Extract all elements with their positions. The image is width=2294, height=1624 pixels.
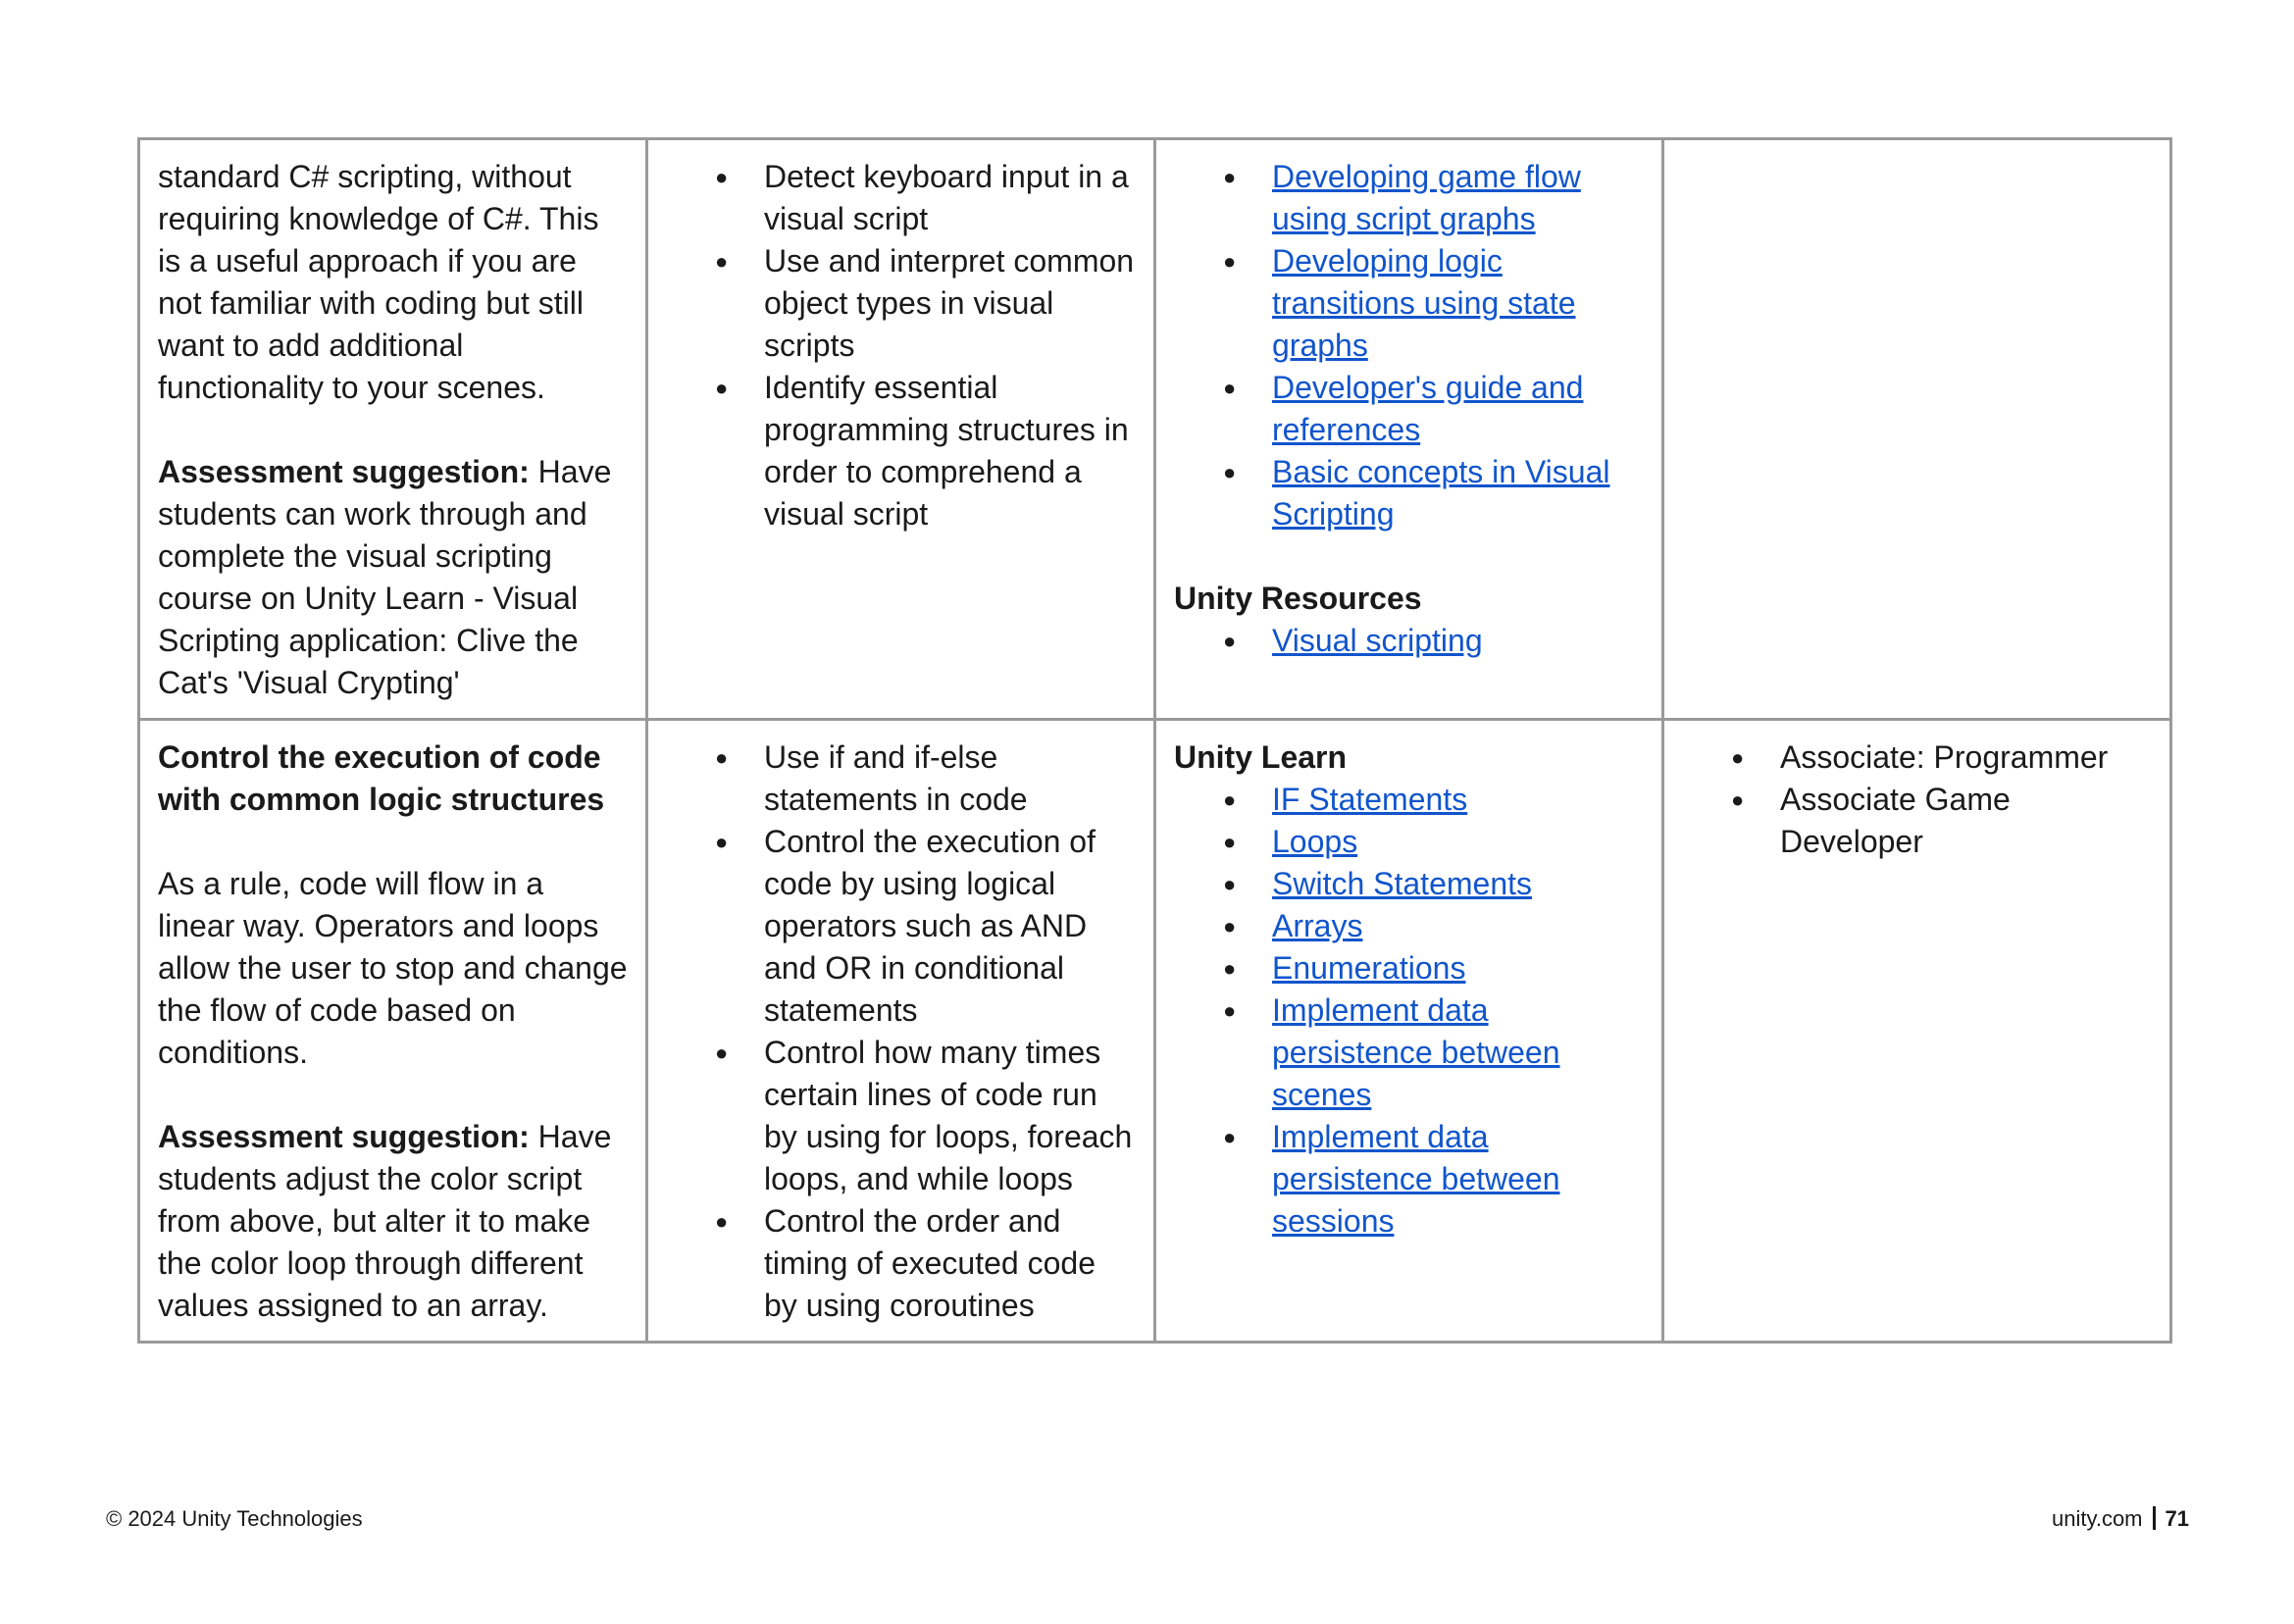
- link-developing-logic-transitions[interactable]: Developing logic transitions using state graphs: [1272, 243, 1576, 363]
- list-item: [1174, 367, 1644, 451]
- certification-cell: [1663, 139, 2171, 720]
- list-item: [1174, 990, 1644, 1116]
- list-item: ● Identify essential programming structures in order to comprehend a visual script: [666, 367, 1136, 535]
- spacer: [1174, 535, 1644, 578]
- certification-cell: [1663, 720, 2171, 1343]
- list-item: [1174, 779, 1644, 821]
- list-item: ● Control the execution of code by using logical operators such as AND and OR in conditional statements: [666, 821, 1136, 1032]
- list-item: [1174, 156, 1644, 240]
- link-data-persistence-sessions[interactable]: Implement data persistence between sessions: [1272, 1119, 1560, 1239]
- list-item: [1174, 240, 1644, 367]
- curriculum-table: [137, 137, 2172, 1344]
- link-basic-concepts[interactable]: Basic concepts in Visual Scripting: [1272, 454, 1610, 532]
- assessment-suggestion: [158, 1116, 628, 1327]
- learn-links-list: [1174, 156, 1644, 535]
- footer-divider: [2153, 1506, 2156, 1530]
- learn-links-list: [1174, 779, 1644, 1243]
- list-item: [1174, 947, 1644, 990]
- list-item: ● Associate Game Developer: [1682, 779, 2152, 863]
- list-item: ● Use if and if-else statements in code: [666, 736, 1136, 821]
- list-item: [1174, 821, 1644, 863]
- list-item: [1174, 620, 1644, 662]
- link-enumerations[interactable]: Enumerations: [1272, 950, 1466, 986]
- assessment-text: Have students can work through and complete the visual scripting course on Unity Learn - Visual Scripting application: Clive the Cat's 'Visual Crypting': [158, 454, 612, 700]
- footer-page-info: [2052, 1506, 2189, 1532]
- list-item: [1174, 1116, 1644, 1243]
- objectives-list: [666, 156, 1136, 535]
- resources-links-list: [1174, 620, 1644, 662]
- list-item: ● Control the order and timing of executed code by using coroutines: [666, 1200, 1136, 1327]
- skill-title: Control the execution of code with common logic structures: [158, 739, 605, 817]
- link-developers-guide[interactable]: Developer's guide and references: [1272, 370, 1584, 447]
- certifications-list: [1682, 736, 2152, 863]
- description-cell: [139, 139, 647, 720]
- footer-copyright: © 2024 Unity Technologies: [106, 1506, 363, 1531]
- description-text: standard C# scripting, without requiring knowledge of C#. This is a useful approach if you are not familiar with coding but still want to add additional functionality to your scenes.: [158, 159, 599, 405]
- link-if-statements[interactable]: IF Statements: [1272, 782, 1468, 817]
- link-developing-game-flow[interactable]: Developing game flow using script graphs: [1272, 159, 1581, 236]
- list-item: ● Associate: Programmer: [1682, 736, 2152, 779]
- link-data-persistence-scenes[interactable]: Implement data persistence between scenes: [1272, 992, 1560, 1112]
- link-visual-scripting[interactable]: Visual scripting: [1272, 623, 1483, 658]
- table-row: [139, 720, 2171, 1343]
- unity-resources-heading: Unity Resources: [1174, 581, 1422, 616]
- footer-site: unity.com: [2052, 1506, 2143, 1531]
- description-text: As a rule, code will flow in a linear way. Operators and loops allow the user to stop and change the flow of code based on conditions.: [158, 866, 628, 1070]
- objectives-cell: [647, 720, 1155, 1343]
- link-arrays[interactable]: Arrays: [1272, 908, 1363, 943]
- table-row: [139, 139, 2171, 720]
- page-number: 71: [2165, 1506, 2189, 1531]
- list-item: [1174, 451, 1644, 535]
- assessment-label: Assessment suggestion:: [158, 454, 530, 489]
- resources-cell: [1155, 139, 1663, 720]
- assessment-suggestion: [158, 451, 628, 704]
- assessment-text: Have students adjust the color script from above, but alter it to make the color loop through different values assigned to an array.: [158, 1119, 612, 1323]
- link-loops[interactable]: Loops: [1272, 824, 1358, 859]
- unity-learn-heading: Unity Learn: [1174, 739, 1348, 775]
- assessment-label: Assessment suggestion:: [158, 1119, 530, 1154]
- resources-cell: [1155, 720, 1663, 1343]
- list-item: [1174, 863, 1644, 905]
- list-item: [1174, 905, 1644, 947]
- objectives-list: [666, 736, 1136, 1327]
- link-switch-statements[interactable]: Switch Statements: [1272, 866, 1532, 901]
- description-cell: [139, 720, 647, 1343]
- list-item: ● Detect keyboard input in a visual script: [666, 156, 1136, 240]
- objectives-cell: [647, 139, 1155, 720]
- list-item: ● Use and interpret common object types in visual scripts: [666, 240, 1136, 367]
- list-item: ● Control how many times certain lines of code run by using for loops, foreach loops, and while loops: [666, 1032, 1136, 1200]
